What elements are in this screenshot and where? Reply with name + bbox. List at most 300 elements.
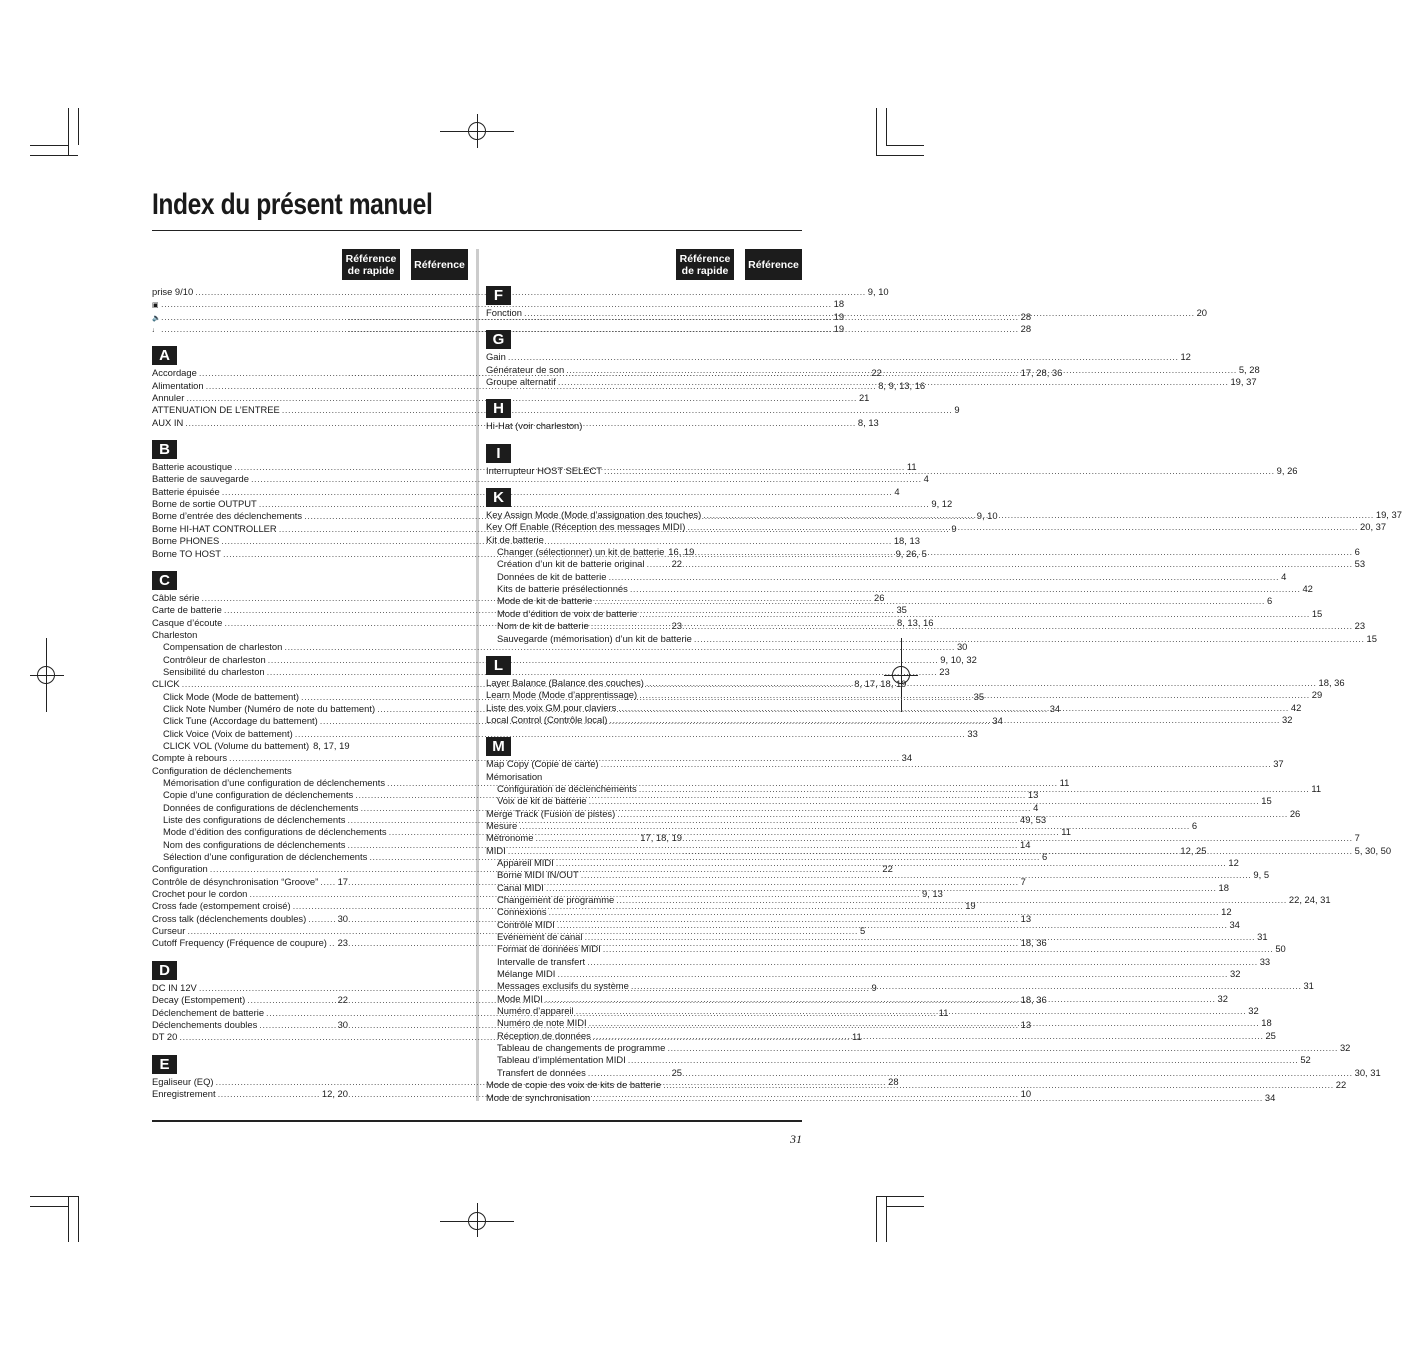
entry-reference-area xyxy=(1336,1079,1346,1091)
index-entry xyxy=(486,632,1377,645)
entry-term-area xyxy=(486,1005,1248,1017)
entry-reference-area xyxy=(682,845,1391,857)
entry-term-area xyxy=(486,758,1273,770)
entry-term-area xyxy=(152,323,845,337)
section-letter-b: B xyxy=(152,440,177,459)
entry-term-area xyxy=(486,307,1197,319)
index-entry xyxy=(486,558,1366,570)
entry-term: Liste des configurations de déclenchements xyxy=(163,814,346,826)
reference-header: Référence xyxy=(411,249,468,280)
entry-reference-area xyxy=(1261,795,1271,807)
reference-pages: 12 xyxy=(1180,351,1191,363)
entry-term: MIDI xyxy=(486,844,506,856)
entry-term: Borne PHONES xyxy=(152,535,220,547)
quick-reference-pages: 23 xyxy=(671,620,682,632)
entry-term-area xyxy=(152,740,348,752)
entry-term-area xyxy=(152,876,348,888)
entry-reference-area xyxy=(682,546,1360,558)
quick-reference-pages: 9, 13 xyxy=(922,888,943,900)
entry-term-area xyxy=(152,1088,348,1100)
entry-term-area xyxy=(486,795,1261,807)
quick-reference-pages: 30 xyxy=(337,912,348,924)
quick-reference-pages: 9, 12 xyxy=(931,498,953,510)
entry-term: Création d’un kit de batterie original xyxy=(497,558,645,570)
reference-pages: 32 xyxy=(1339,1042,1351,1054)
footer-rule xyxy=(152,1120,802,1122)
reference-pages: 7 xyxy=(1020,875,1026,887)
reference-pages: 6 xyxy=(1267,595,1273,607)
entry-term: Mode MIDI xyxy=(497,992,543,1004)
quick-reference-pages: 12 xyxy=(1228,856,1239,868)
quick-reference-pages: 9, 26 xyxy=(1276,464,1298,476)
column-header xyxy=(152,249,468,280)
entry-term-area xyxy=(486,882,1219,894)
index-entry xyxy=(152,740,468,752)
reference-pages: 53 xyxy=(1354,558,1366,570)
entry-term: Local Control (Contrôle local) xyxy=(486,713,608,725)
quick-reference-pages: 17, 18, 19 xyxy=(640,832,682,844)
entry-reference-area xyxy=(1180,351,1190,363)
leader-dots xyxy=(589,795,1260,807)
entry-term: Copie d’une configuration de déclenchements xyxy=(163,789,354,801)
entry-term-area xyxy=(152,286,889,298)
entry-term: Compensation de charleston xyxy=(163,641,283,653)
entry-reference-area xyxy=(1291,702,1301,714)
quick-reference-pages: 9, 5 xyxy=(1253,869,1270,881)
leader-dots xyxy=(631,980,1302,992)
entry-reference-area xyxy=(1265,1092,1275,1104)
entry-term-area xyxy=(152,485,900,498)
leader-dots xyxy=(603,943,1274,955)
entry-term: Borne MIDI IN/OUT xyxy=(497,869,579,881)
leader-dots xyxy=(604,465,1275,477)
reference-pages: 4 xyxy=(1033,801,1039,813)
index-entry xyxy=(486,534,802,546)
leader-dots xyxy=(639,608,1310,620)
leader-dots xyxy=(592,1092,1263,1104)
reference-pages: 7 xyxy=(1354,832,1360,844)
reference-pages: 13 xyxy=(1020,1018,1032,1030)
entry-term: Métronome xyxy=(486,832,534,844)
reference-pages: 18, 36 xyxy=(1020,994,1047,1006)
leader-dots xyxy=(584,931,1255,943)
entry-term-area xyxy=(152,937,348,949)
entry-term: DC IN 12V xyxy=(152,981,197,993)
reference-pages: 32 xyxy=(1248,1005,1259,1017)
entry-reference-area xyxy=(1192,820,1197,832)
entry-term: Mode de synchronisation xyxy=(486,1091,591,1103)
section-letter-f: F xyxy=(486,286,511,305)
entry-term: Carte de batterie xyxy=(152,604,222,616)
quick-reference-pages: 9 xyxy=(871,981,877,993)
leader-dots xyxy=(687,521,1358,533)
entry-term: Mémorisation xyxy=(486,770,543,782)
entry-term: Messages exclusifs du système xyxy=(497,980,629,992)
entry-reference-area xyxy=(1289,894,1331,906)
reference-pages: 29 xyxy=(1311,689,1323,701)
entry-term: Contrôleur de charleston xyxy=(163,653,266,665)
entry-term-area xyxy=(486,771,682,783)
leader-dots xyxy=(591,620,670,632)
entry-term: Changement de programme xyxy=(497,894,615,905)
reference-pages: 35 xyxy=(973,690,985,702)
leader-dots xyxy=(682,546,1353,558)
entry-term: Interrupteur HOST SELECT xyxy=(486,464,603,476)
leader-dots xyxy=(682,845,1353,857)
entry-term: Tableau d’implémentation MIDI xyxy=(497,1054,626,1066)
index-entry xyxy=(486,1054,1311,1066)
index-entry xyxy=(152,404,960,416)
quick-reference-pages: 17 xyxy=(337,875,348,887)
entry-term: CLICK xyxy=(152,678,180,690)
leader-dots xyxy=(247,994,335,1006)
reference-pages: 22 xyxy=(882,863,893,875)
entry-reference-area xyxy=(1360,521,1386,533)
reference-pages: 11 xyxy=(1061,826,1071,838)
entry-term-area xyxy=(486,1092,1265,1104)
reference-pages: 22 xyxy=(1335,1079,1347,1091)
entry-term: Hi-Hat (voir charleston) xyxy=(486,420,583,432)
quick-reference-header: Référence de rapide xyxy=(676,249,734,280)
entry-term-area xyxy=(486,1067,682,1079)
leader-dots xyxy=(609,714,1280,726)
entry-reference-area xyxy=(1312,608,1322,620)
reference-pages: 18, 36 xyxy=(1020,937,1047,949)
leader-dots xyxy=(594,595,1265,607)
entry-reference-area xyxy=(967,728,977,740)
entry-term: Borne d’entrée des déclenchements xyxy=(152,510,303,522)
quick-reference-pages: 19 xyxy=(833,310,845,322)
reference-pages: 20, 37 xyxy=(1360,521,1387,533)
entry-term: Mode de kit de batterie xyxy=(497,595,593,607)
entry-term: Learn Mode (Mode d’apprentissage) xyxy=(486,689,638,701)
entry-term: Click Note Number (Numéro de note du battement) xyxy=(163,702,376,714)
leader-dots xyxy=(557,919,1228,931)
reference-pages: 23 xyxy=(1354,620,1366,632)
leader-dots xyxy=(646,677,1317,689)
entry-term: Liste des voix GM pour claviers xyxy=(486,701,617,713)
index-entry xyxy=(486,351,1191,363)
entry-term: Fonction xyxy=(486,307,522,318)
reference-pages: 50 xyxy=(1275,943,1286,955)
entry-term-area xyxy=(152,392,870,404)
entry-term: Cross talk (déclenchements doubles) xyxy=(152,912,307,924)
reference-pages: 15 xyxy=(1366,632,1377,644)
reference-pages: 18 xyxy=(1218,881,1229,893)
quick-reference-pages: 8, 13 xyxy=(857,416,879,428)
leader-dots xyxy=(558,376,1229,388)
reference-pages: 31 xyxy=(1303,980,1314,992)
quick-reference-pages: 16, 19 xyxy=(668,546,695,558)
entry-term: Click Voice (Voix de battement) xyxy=(163,727,293,739)
entry-term: Données de configurations de déclenchements xyxy=(163,801,359,813)
leader-dots xyxy=(608,571,1279,583)
entry-term-area xyxy=(486,714,1282,726)
entry-term-area xyxy=(486,1017,1261,1029)
entry-term: Kits de batterie présélectionnés xyxy=(497,583,628,595)
entry-reference-area xyxy=(1312,689,1322,701)
reference-pages: 17, 28, 36 xyxy=(1020,367,1063,379)
index-entry xyxy=(486,570,1287,583)
leader-dots xyxy=(588,1067,670,1079)
display-icon: ▣ xyxy=(152,302,159,310)
quick-reference-pages: 18 xyxy=(833,298,845,310)
entry-term: Annuler xyxy=(152,392,185,404)
leader-dots xyxy=(519,820,1190,832)
section-letter-i: I xyxy=(486,444,511,463)
entry-term: Mélange MIDI xyxy=(497,968,556,980)
entry-term: ATTENUATION DE L’ENTREE xyxy=(152,404,280,416)
leader-dots xyxy=(556,857,1227,869)
index-entry xyxy=(152,765,468,777)
entry-reference-area xyxy=(1260,956,1270,968)
leader-dots xyxy=(218,1088,320,1100)
reference-pages: 4 xyxy=(1281,570,1287,582)
entry-term-area xyxy=(152,765,348,777)
index-entry xyxy=(152,298,845,310)
quick-reference-pages: 11 xyxy=(906,461,917,473)
reference-pages: 28 xyxy=(888,1075,899,1087)
entry-term: Contrôle de désynchronisation “Groove” xyxy=(152,875,319,887)
leader-dots xyxy=(682,832,1353,844)
leader-dots xyxy=(694,633,1365,645)
entry-term: Nom des configurations de déclenchements xyxy=(163,838,346,850)
entry-term-area xyxy=(486,620,682,632)
quick-reference-pages: 4 xyxy=(894,485,900,497)
index-entry xyxy=(486,1042,1351,1054)
entry-term-area xyxy=(486,943,1275,955)
leader-dots xyxy=(308,913,335,925)
reference-pages: 5 xyxy=(859,925,866,937)
entry-term: Voix de kit de batterie xyxy=(497,795,587,807)
reference-pages: 5, 28 xyxy=(1238,363,1260,375)
entry-term: Format de données MIDI xyxy=(497,943,601,955)
leader-dots xyxy=(618,702,1289,714)
section-letter-c: C xyxy=(152,571,177,590)
reference-pages: 37 xyxy=(1273,758,1284,770)
section-letter-d: D xyxy=(152,961,177,980)
reference-pages: 5, 30, 50 xyxy=(1354,844,1392,856)
entry-reference-area xyxy=(1303,980,1313,992)
reference-pages: 13 xyxy=(1027,789,1039,801)
leader-dots xyxy=(259,1019,335,1031)
entry-reference-area xyxy=(682,558,1365,570)
leader-dots xyxy=(589,1017,1260,1029)
entry-term-area xyxy=(152,629,348,641)
quick-reference-pages: 21 xyxy=(858,392,870,404)
quick-reference-pages: 9, 10 xyxy=(976,510,998,522)
entry-term-area xyxy=(486,420,682,432)
reference-pages: 28 xyxy=(1020,310,1032,322)
index-entry xyxy=(152,286,889,298)
entry-term: Câble série xyxy=(152,591,200,603)
entry-term: Borne HI-HAT CONTROLLER xyxy=(152,522,277,534)
tempo-icon: ♩ xyxy=(152,327,159,335)
entry-term: Déclenchement de batterie xyxy=(152,1006,265,1018)
section-letter-m: M xyxy=(486,737,511,756)
entry-term: Sauvegarde (mémorisation) d’un kit de batterie xyxy=(497,632,692,644)
leader-dots xyxy=(682,620,1353,632)
leader-dots xyxy=(703,509,1374,521)
leader-dots xyxy=(329,937,336,949)
entry-term-area xyxy=(152,994,348,1006)
entry-term-area xyxy=(486,1042,1340,1054)
entry-term: Changer (sélectionner) un kit de batterie xyxy=(497,546,665,558)
leader-dots xyxy=(628,1054,1299,1066)
entry-term: Crochet pour le cordon xyxy=(152,888,248,900)
entry-term-area xyxy=(486,351,1180,363)
index-entry xyxy=(152,323,1032,335)
entry-term: Map Copy (Copie de carte) xyxy=(486,758,599,770)
leader-dots xyxy=(508,351,1179,363)
index-entry xyxy=(486,980,1314,992)
entry-term-area xyxy=(486,689,1312,701)
entry-reference-area xyxy=(1300,1054,1310,1066)
entry-term: Numéro de note MIDI xyxy=(497,1017,587,1029)
entry-term-area xyxy=(152,473,929,485)
entry-reference-area xyxy=(1219,882,1229,894)
entry-term: Mode d’édition de voix de batterie xyxy=(497,607,638,619)
entry-term: Mémorisation d’une configuration de déclenchements xyxy=(163,777,386,788)
entry-term-area xyxy=(486,583,1302,595)
entry-term-area xyxy=(486,919,1229,931)
leader-dots xyxy=(576,1005,1247,1017)
entry-term: Decay (Estompement) xyxy=(152,994,246,1006)
reference-header: Référence xyxy=(745,249,802,280)
entry-reference-area xyxy=(1230,376,1256,388)
entry-reference-area xyxy=(1229,919,1239,931)
leader-dots xyxy=(566,364,1237,376)
quick-reference-pages: 22 xyxy=(671,558,682,570)
leader-dots xyxy=(630,583,1301,595)
leader-dots xyxy=(587,956,1258,968)
entry-reference-area xyxy=(682,1067,1381,1079)
entry-term: Casque d’écoute xyxy=(152,616,223,628)
entry-term-area xyxy=(486,633,1367,645)
entry-term: DT 20 xyxy=(152,1031,178,1043)
entry-term-area xyxy=(486,677,1319,689)
entry-term-area xyxy=(486,509,1376,521)
reference-pages: 23 xyxy=(939,665,950,677)
entry-term-area xyxy=(486,980,1303,992)
entry-term: Groupe alternatif xyxy=(486,376,556,388)
quick-reference-pages: 22 xyxy=(871,367,882,379)
quick-reference-pages: 4 xyxy=(923,473,929,485)
reference-pages: 30, 31 xyxy=(1354,1066,1381,1078)
index-entry xyxy=(486,583,1313,595)
leader-dots xyxy=(639,689,1310,701)
leader-dots xyxy=(549,906,1220,918)
quick-reference-pages: 12, 25 xyxy=(1180,844,1207,856)
entry-term-area xyxy=(486,558,682,570)
reference-pages: 18, 36 xyxy=(1318,676,1345,688)
reference-pages: 15 xyxy=(1261,795,1272,807)
leader-dots xyxy=(593,1030,1264,1042)
entry-term: Batterie de sauvegarde xyxy=(152,473,249,485)
entry-term: Configuration de déclenchements xyxy=(497,782,637,794)
entry-term: Curseur xyxy=(152,925,186,937)
entry-term-area xyxy=(152,404,960,416)
quick-reference-pages: 9, 10, 32 xyxy=(940,653,977,665)
entry-reference-area xyxy=(1261,1017,1271,1029)
leader-dots xyxy=(667,1042,1338,1054)
reference-pages: 14 xyxy=(1020,838,1031,850)
section-letter-e: E xyxy=(152,1055,177,1074)
quick-reference-pages: 8, 17, 19 xyxy=(313,739,350,751)
reference-pages: 11 xyxy=(1059,777,1070,788)
reference-pages: 19, 37 xyxy=(1230,376,1257,388)
reference-pages: 30 xyxy=(956,641,968,653)
page-number: 31 xyxy=(790,1132,802,1146)
reference-pages: 15 xyxy=(1311,607,1323,619)
entry-term: Borne de sortie OUTPUT xyxy=(152,498,257,510)
reference-pages: 28 xyxy=(1020,323,1032,335)
entry-term: Key Off Enable (Réception des messages MIDI) xyxy=(486,521,686,533)
entry-term: Merge Track (Fusion de pistes) xyxy=(486,807,616,819)
entry-reference-area xyxy=(1302,583,1312,595)
index-entry xyxy=(152,727,978,740)
column-header xyxy=(486,249,802,280)
reference-pages: 31 xyxy=(1257,931,1268,943)
entry-term-area xyxy=(486,702,1291,714)
entry-reference-area xyxy=(1290,808,1300,820)
index-entry xyxy=(486,1066,1381,1079)
quick-reference-pages: 9 xyxy=(954,404,960,416)
entry-reference-area xyxy=(1217,993,1227,1005)
leader-dots xyxy=(535,832,638,844)
index-entry xyxy=(152,641,968,653)
entry-term: Générateur de son xyxy=(486,363,565,375)
reference-pages: 6 xyxy=(1191,819,1198,831)
entry-term-area xyxy=(486,608,1312,620)
quick-reference-header: Référence de rapide xyxy=(342,249,400,280)
entry-reference-area xyxy=(1273,758,1283,770)
index-entry xyxy=(152,629,468,641)
reference-pages: 26 xyxy=(1289,807,1301,819)
entry-reference-area xyxy=(1248,1005,1258,1017)
entry-reference-area xyxy=(1311,783,1321,795)
reference-pages: 34 xyxy=(1049,702,1061,714)
quick-reference-pages: 9, 26, 5 xyxy=(895,547,927,559)
entry-term: Appareil MIDI xyxy=(497,856,554,868)
leader-dots xyxy=(616,894,1287,906)
entry-term: Sélection d’une configuration de déclenchements xyxy=(163,851,368,863)
entry-term-area xyxy=(486,521,1360,533)
entry-term: Borne TO HOST xyxy=(152,547,221,559)
entry-reference-area xyxy=(682,620,1365,632)
entry-reference-area xyxy=(1275,943,1285,955)
entry-term-area xyxy=(486,376,1230,388)
reference-pages: 32 xyxy=(1282,713,1293,725)
reference-pages: 49, 53 xyxy=(1020,814,1047,826)
index-entry xyxy=(152,653,977,666)
reference-pages: 34 xyxy=(1264,1091,1276,1103)
entry-term: Mode de copie des voix de kits de batterie xyxy=(486,1079,662,1091)
entry-reference-area xyxy=(1376,509,1402,521)
entry-term: Réception de données xyxy=(497,1029,591,1041)
quick-reference-pages: 12 xyxy=(1221,906,1232,918)
entry-reference-area xyxy=(1239,364,1260,376)
reference-pages: 52 xyxy=(1300,1054,1311,1066)
entry-term: CLICK VOL (Volume du battement) xyxy=(163,739,310,751)
entry-term: Tableau de changements de programme xyxy=(497,1042,666,1054)
reference-pages: 34 xyxy=(901,752,913,764)
index-entry xyxy=(152,777,1070,789)
entry-term: Intervalle de transfert xyxy=(497,955,586,967)
leader-dots xyxy=(546,882,1217,894)
leader-dots xyxy=(682,1067,1353,1079)
leader-dots xyxy=(682,558,1353,570)
